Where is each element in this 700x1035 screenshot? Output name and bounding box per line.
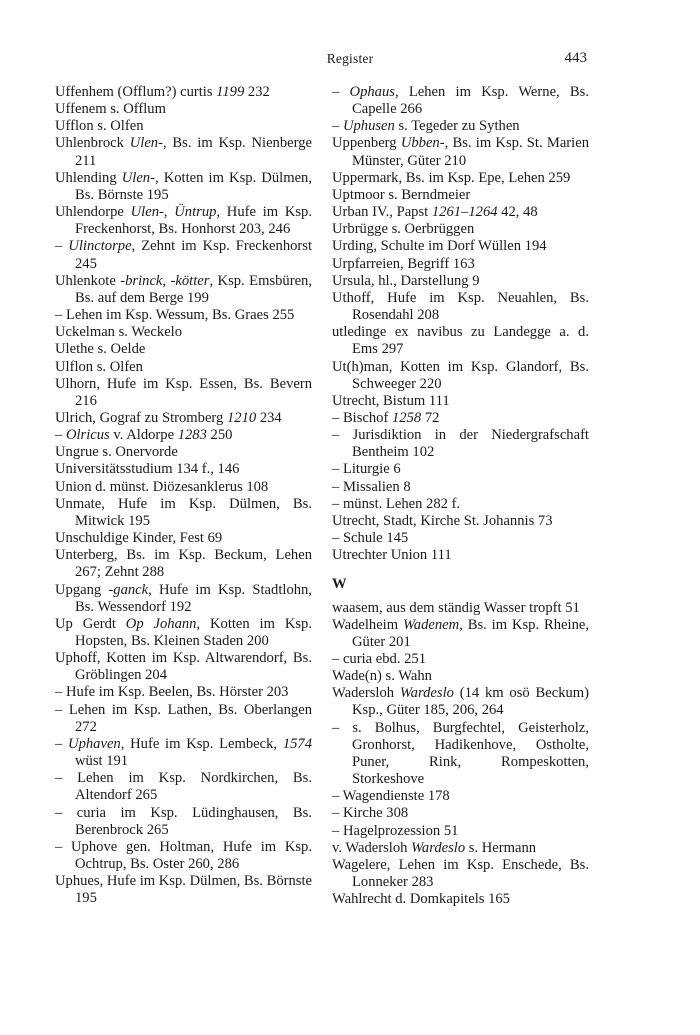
index-entry: Utrecht, Bistum 111: [332, 392, 450, 409]
index-entry: Ulhorn, Hufe im Ksp. Essen, Bs. Bevern 216: [55, 375, 312, 409]
index-entry: Urban IV., Papst 1261–1264 42, 48: [332, 204, 538, 221]
left-column: [55, 84, 312, 908]
index-entry: Upgang -ganck, Hufe im Ksp. Stadtlohn, Bs. Wessendorf 192: [55, 581, 312, 615]
index-entry: – Jurisdiktion in der Niedergrafschaft Bentheim 102: [332, 427, 589, 461]
index-entry: waasem, aus dem ständig Wasser tropft 51: [332, 599, 580, 616]
index-entry: – curia ebd. 251: [332, 651, 427, 667]
index-entry: Utrechter Union 111: [332, 547, 452, 564]
index-entry: Wadelheim Wadenem, Bs. im Ksp. Rheine, Güter 201: [332, 616, 589, 650]
index-entry: Ulethe s. Oelde: [55, 341, 146, 358]
letter-heading: W: [332, 576, 347, 593]
page-header-title: Register: [326, 51, 374, 66]
index-entry: Wagelere, Lehen im Ksp. Enschede, Bs. Lonneker 283: [332, 856, 589, 891]
index-entry: – Uphaven, Hufe im Ksp. Lembeck, 1574 wüst 191: [55, 735, 312, 770]
index-entry: Uhlenbrock Ulen-, Bs. im Ksp. Nienberge 211: [55, 135, 313, 169]
index-entry: – Schule 145: [332, 530, 409, 547]
index-entry: Uffenem s. Offlum: [55, 101, 166, 118]
index-entry: Unterberg, Bs. im Ksp. Beckum, Lehen 267; Zehnt 288: [55, 547, 312, 581]
index-entry: – curia im Ksp. Lüdinghausen, Bs. Berenbrock 265: [55, 804, 312, 838]
index-entry: Up Gerdt Op Johann, Kotten im Ksp. Hopsten, Bs. Kleinen Staden 200: [55, 615, 312, 649]
index-entry: Uhlendorpe Ulen-, Üntrup, Hufe im Ksp. Freckenhorst, Bs. Honhorst 203, 246: [55, 204, 313, 238]
index-entry: – Lehen im Ksp. Wessum, Bs. Graes 255: [55, 307, 295, 324]
index-entry: – Olricus v. Aldorpe 1283 250: [55, 427, 233, 444]
page-number: 443: [564, 50, 587, 66]
index-entry: – Missalien 8: [332, 478, 411, 495]
index-entry: – Hagelprozession 51: [332, 822, 459, 839]
index-entry: – Lehen im Ksp. Nordkirchen, Bs. Altendorf 265: [55, 770, 312, 804]
index-entry: v. Wadersloh Wardeslo s. Hermann: [332, 839, 537, 856]
index-entry: Utrecht, Stadt, Kirche St. Johannis 73: [332, 512, 553, 529]
index-entry: Ursula, hl., Darstellung 9: [332, 272, 480, 289]
index-entry: Urpfarreien, Begriff 163: [332, 255, 475, 272]
index-entry: Wahlrecht d. Domkapitels 165: [332, 891, 510, 908]
right-column: [332, 84, 589, 908]
index-entry: Ufflon s. Olfen: [55, 118, 144, 135]
index-entry: Uphoff, Kotten im Ksp. Altwarendorf, Bs. Gröblingen 204: [55, 650, 312, 684]
index-entry: Uptmoor s. Berndmeier: [332, 186, 471, 203]
index-entry: Unschuldige Kinder, Fest 69: [55, 530, 223, 547]
index-entry: – münst. Lehen 282 f.: [332, 495, 461, 512]
index-entry: Uthoff, Hufe im Ksp. Neuahlen, Bs. Rosendahl 208: [332, 289, 589, 324]
section-u-continued: [332, 84, 589, 564]
index-entry: – s. Bolhus, Burgfechtel, Geisterholz, Gronhorst, Hadikenhove, Ostholte, Puner, Rink, Rompeskotten, Storkeshove: [332, 719, 589, 788]
index-entry: Uphues, Hufe im Ksp. Dülmen, Bs. Börnste 195: [55, 873, 312, 907]
index-entry: Uhlending Ulen-, Kotten im Ksp. Dülmen, Bs. Börnste 195: [55, 169, 312, 203]
index-entry: Uffenhem (Offlum?) curtis 1199 232: [55, 84, 270, 100]
index-entry: Uppermark, Bs. im Ksp. Epe, Lehen 259: [332, 169, 571, 186]
index-entry: – Hufe im Ksp. Beelen, Bs. Hörster 203: [55, 684, 289, 701]
index-entry: Wade(n) s. Wahn: [332, 668, 432, 685]
index-entry: Uppenberg Ubben-, Bs. im Ksp. St. Marien Münster, Güter 210: [332, 135, 589, 169]
index-entry: Union d. münst. Diözesanklerus 108: [55, 478, 269, 495]
index-entry: – Ulinctorpe, Zehnt im Ksp. Freckenhorst 245: [55, 238, 313, 272]
index-entry: – Uphusen s. Tegeder zu Sythen: [332, 118, 520, 135]
running-head: [0, 51, 700, 71]
index-entry: Ulrich, Gograf zu Stromberg 1210 234: [55, 409, 282, 426]
index-entry: Wadersloh Wardeslo (14 km osö Beckum) Ksp., Güter 185, 206, 264: [332, 685, 589, 719]
index-entry: – Lehen im Ksp. Lathen, Bs. Oberlangen 272: [55, 701, 312, 735]
index-entry: – Bischof 1258 72: [332, 409, 440, 426]
index-entry: Ut(h)man, Kotten im Ksp. Glandorf, Bs. Schweeger 220: [332, 358, 589, 392]
index-entry: Urbrügge s. Oerbrüggen: [332, 221, 475, 238]
index-entry: – Ophaus, Lehen im Ksp. Werne, Bs. Capelle 266: [332, 84, 589, 118]
index-entry: – Uphove gen. Holtman, Hufe im Ksp. Ochtrup, Bs. Oster 260, 286: [55, 838, 312, 873]
index-entry: – Liturgie 6: [332, 461, 401, 478]
index-entry: Urding, Schulte im Dorf Wüllen 194: [332, 238, 547, 255]
index-entry: utledinge ex navibus zu Landegge a. d. Ems 297: [332, 324, 589, 358]
index-entry: Uckelman s. Weckelo: [55, 324, 183, 341]
section-w: [332, 600, 589, 909]
index-entry: Unmate, Hufe im Ksp. Dülmen, Bs. Mitwick 195: [55, 495, 312, 529]
index-entry: Ungrue s. Onervorde: [55, 444, 178, 461]
index-entry: – Kirche 308: [332, 805, 409, 822]
index-entry: – Wagendienste 178: [332, 788, 450, 805]
index-entry: Ulflon s. Olfen: [55, 358, 143, 375]
index-entry: Universitätsstudium 134 f., 146: [55, 461, 240, 478]
index-entry: Uhlenkote -brinck, -kötter, Ksp. Emsbüren, Bs. auf dem Berge 199: [55, 272, 312, 306]
